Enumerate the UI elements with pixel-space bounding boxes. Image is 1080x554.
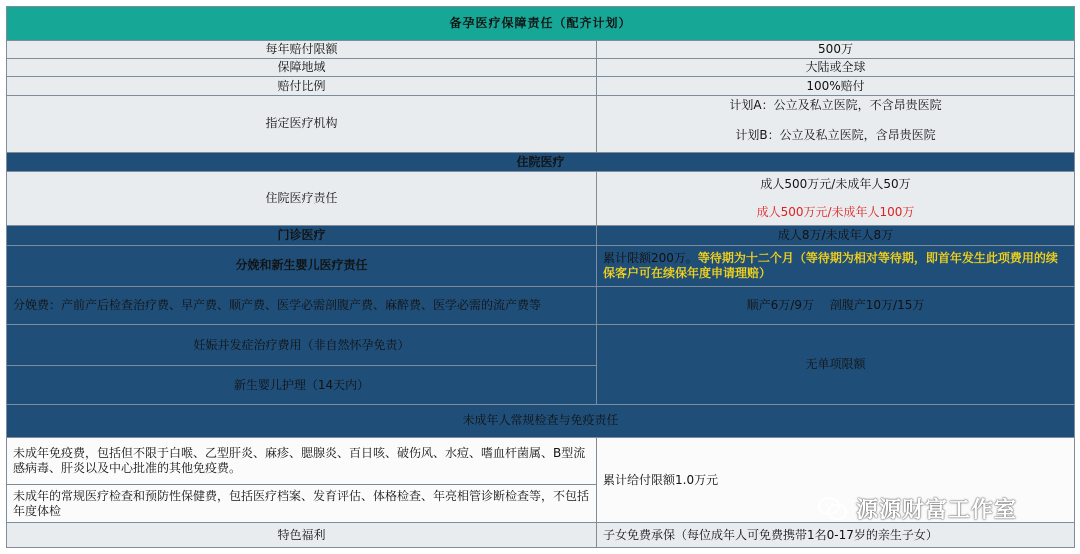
payout-ratio-value: 100%赔付 <box>597 77 1075 95</box>
minor-limit-value: 累计给付限额1.0万元 <box>597 437 1075 523</box>
complication-label: 妊娠并发症治疗费用（非自然怀孕免责） <box>7 325 597 366</box>
special-benefit-value: 子女免费承保（每位成年人可免费携带1名0-17岁的亲生子女） <box>597 523 1075 548</box>
wechat-icon <box>818 496 848 522</box>
inpatient-value-2: 成人500万元/未成年人100万 <box>756 205 915 220</box>
plan-b-text: 计划B：公立及私立医院，含昂贵医院 <box>735 127 936 142</box>
watermark <box>818 493 1017 524</box>
coverage-area-value: 大陆或全球 <box>597 59 1075 77</box>
delivery-fee-value: 顺产6万/9万 剖腹产10万/15万 <box>597 286 1075 325</box>
inpatient-value-1: 成人500万元/未成年人50万 <box>760 177 911 192</box>
outpatient-value: 成人8万/未成年人8万 <box>597 226 1075 245</box>
table-title: 备孕医疗保障责任（配齐计划） <box>7 7 1075 41</box>
institution-value <box>597 95 1075 152</box>
inpatient-section: 住院医疗 <box>7 152 1075 171</box>
waiting-period-note: 等待期为十二个月（等待期为相对等待期，即首年发生此项费用的续保客户可在续保年度申请理赔） <box>603 250 1058 280</box>
maternity-limit-prefix: 累计限额200万。 <box>603 250 698 265</box>
delivery-fee-label: 分娩费：产前产后检查治疗费、早产费、顺产费、医学必需剖腹产费、麻醉费、医学必需的流产费等 <box>7 286 597 325</box>
inpatient-value <box>597 172 1075 226</box>
coverage-area-label: 保障地域 <box>7 59 597 77</box>
no-limit-value: 无单项限额 <box>597 325 1075 405</box>
checkup-label: 未成年的常规医疗检查和预防性保健费，包括医疗档案、发育评估、体格检查、年亮相管诊断检查等，不包括年度体检 <box>7 484 597 523</box>
newborn-care-label: 新生婴儿护理（14天内） <box>7 366 597 405</box>
benefit-table <box>6 6 1075 548</box>
special-benefit-label: 特色福利 <box>7 523 597 548</box>
inpatient-label: 住院医疗责任 <box>7 172 597 226</box>
institution-label: 指定医疗机构 <box>7 95 597 152</box>
vaccine-label: 未成年免疫费，包括但不限于白喉、乙型肝炎、麻疹、腮腺炎、百日咳、破伤风、水痘、嗜血杆菌属、B型流感病毒、肝炎以及中心批准的其他免疫费。 <box>7 437 597 484</box>
annual-limit-label: 每年赔付限额 <box>7 40 597 58</box>
payout-ratio-label: 赔付比例 <box>7 77 597 95</box>
plan-a-text: 计划A：公立及私立医院，不含昂贵医院 <box>729 97 942 112</box>
maternity-label: 分娩和新生婴儿医疗责任 <box>7 245 597 286</box>
outpatient-section: 门诊医疗 <box>7 226 597 245</box>
minor-section: 未成年人常规检查与免疫责任 <box>7 405 1075 438</box>
maternity-limit <box>597 245 1075 286</box>
annual-limit-value: 500万 <box>597 40 1075 58</box>
watermark-text: 源源财富工作室 <box>856 498 1018 523</box>
